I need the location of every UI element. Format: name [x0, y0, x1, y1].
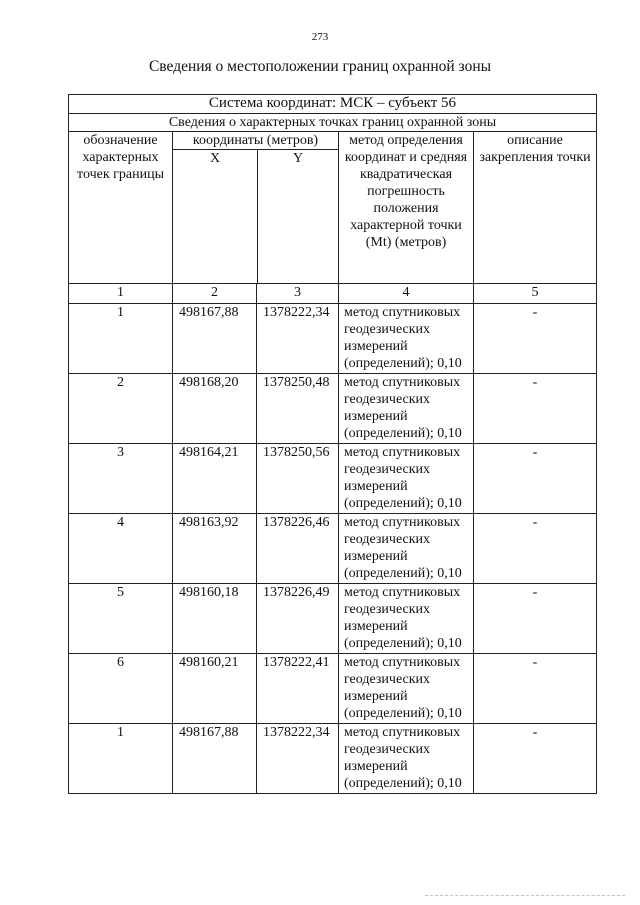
page-number: 273: [311, 31, 329, 43]
fixing-description: -: [474, 304, 597, 374]
coordinate-y: 1378250,56: [257, 444, 339, 514]
method-description: метод спутниковых геодезических измерений (определений); 0,10: [339, 514, 474, 584]
header-description: описание закрепления точки: [474, 132, 597, 284]
header-designation: обозначение характерных точек границы: [69, 132, 173, 284]
table-row: [69, 724, 597, 794]
header-coordinates: [173, 132, 339, 284]
fixing-description: -: [474, 724, 597, 794]
table-row: [69, 304, 597, 374]
header-row: [69, 132, 597, 284]
fixing-description: -: [474, 514, 597, 584]
method-description: метод спутниковых геодезических измерений (определений); 0,10: [339, 444, 474, 514]
column-number: 3: [257, 284, 339, 304]
table-row: [69, 584, 597, 654]
method-description: метод спутниковых геодезических измерений (определений); 0,10: [339, 584, 474, 654]
coordinate-system-row: [69, 95, 597, 114]
coordinate-y: 1378222,34: [257, 724, 339, 794]
table-row: [69, 374, 597, 444]
table-row: [69, 514, 597, 584]
method-description: метод спутниковых геодезических измерений (определений); 0,10: [339, 304, 474, 374]
scan-artifact: [425, 895, 625, 899]
table-row: [69, 444, 597, 514]
page-title: Сведения о местоположении границ охранной зоны: [148, 58, 492, 75]
point-designation: 1: [69, 304, 173, 374]
coordinate-x: 498167,88: [173, 304, 257, 374]
point-designation: 1: [69, 724, 173, 794]
table-row: [69, 654, 597, 724]
boundary-points-table: [68, 94, 597, 794]
coordinate-y: 1378222,34: [257, 304, 339, 374]
header-coordinates-label: координаты (метров): [173, 132, 338, 150]
point-designation: 6: [69, 654, 173, 724]
column-number: 5: [474, 284, 597, 304]
point-designation: 2: [69, 374, 173, 444]
column-number: 2: [173, 284, 257, 304]
point-designation: 3: [69, 444, 173, 514]
coordinate-x: 498160,18: [173, 584, 257, 654]
method-description: метод спутниковых геодезических измерений (определений); 0,10: [339, 724, 474, 794]
coordinate-x: 498163,92: [173, 514, 257, 584]
fixing-description: -: [474, 584, 597, 654]
point-designation: 5: [69, 584, 173, 654]
header-method: метод определения координат и средняя квадратическая погрешность положения характерной точки (Mt) (метров): [339, 132, 474, 284]
coordinate-x: 498160,21: [173, 654, 257, 724]
column-number: 4: [339, 284, 474, 304]
coordinate-x: 498168,20: [173, 374, 257, 444]
fixing-description: -: [474, 444, 597, 514]
table-subtitle: Сведения о характерных точках границ охранной зоны: [69, 114, 597, 132]
coordinate-y: 1378226,46: [257, 514, 339, 584]
fixing-description: -: [474, 374, 597, 444]
method-description: метод спутниковых геодезических измерений (определений); 0,10: [339, 374, 474, 444]
coordinate-y: 1378222,41: [257, 654, 339, 724]
header-x: X: [173, 150, 258, 283]
coordinate-x: 498167,88: [173, 724, 257, 794]
coordinate-system-label: Система координат: МСК – субъект 56: [69, 95, 597, 114]
subtitle-row: [69, 114, 597, 132]
column-number: 1: [69, 284, 173, 304]
coordinate-y: 1378250,48: [257, 374, 339, 444]
point-designation: 4: [69, 514, 173, 584]
fixing-description: -: [474, 654, 597, 724]
coordinate-y: 1378226,49: [257, 584, 339, 654]
method-description: метод спутниковых геодезических измерений (определений); 0,10: [339, 654, 474, 724]
column-numbers-row: [69, 284, 597, 304]
coordinate-x: 498164,21: [173, 444, 257, 514]
header-y: Y: [292, 151, 304, 166]
